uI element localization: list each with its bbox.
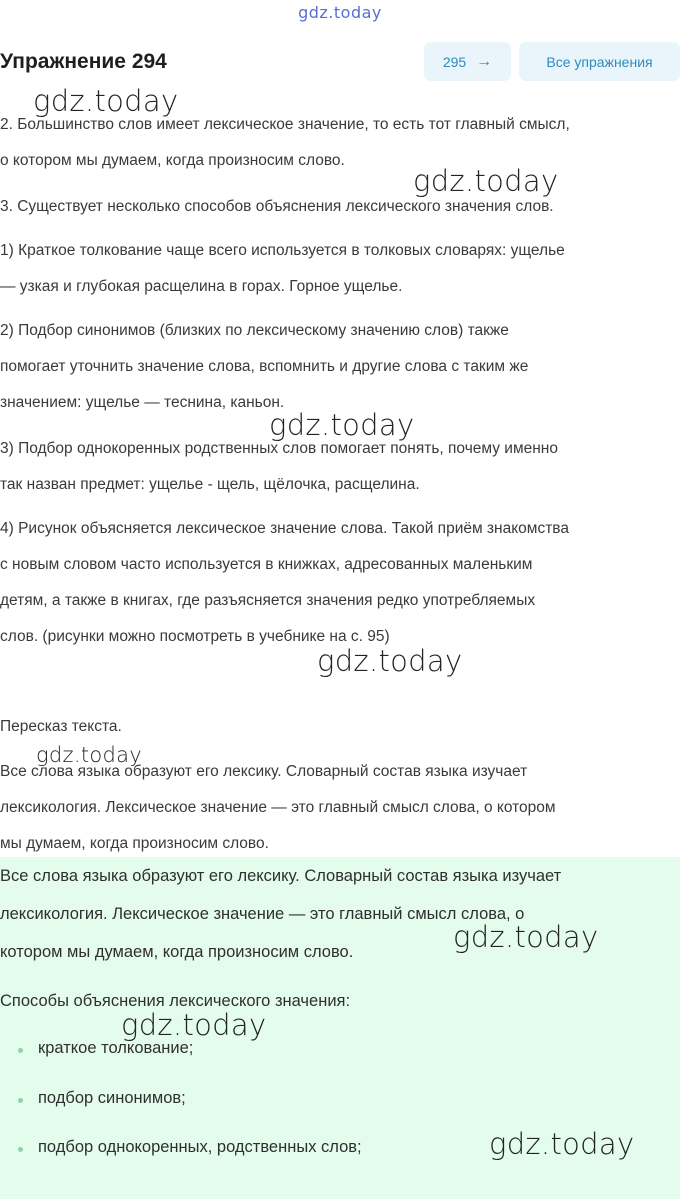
watermark: gdz.today: [489, 1127, 635, 1161]
all-exercises-label: Все упражнения: [546, 53, 653, 70]
text-line: помогает уточнить значение слова, вспомнить и другие слова с таким же: [0, 358, 529, 375]
watermark: gdz.today: [36, 743, 143, 767]
watermark: gdz.today: [33, 84, 179, 118]
bullet-dot-icon: [18, 1098, 23, 1103]
text-line: 2) Подбор синонимов (близких по лексическому значению слов) также: [0, 322, 509, 339]
watermark: gdz.today: [317, 644, 463, 678]
summary-line: Все слова языка образуют его лексику. Словарный состав языка изучает: [0, 867, 562, 885]
all-exercises-button[interactable]: [519, 42, 680, 81]
next-exercise-button[interactable]: [424, 42, 511, 81]
text-line: — узкая и глубокая расщелина в горах. Горное ущелье.: [0, 278, 403, 295]
list-item: краткое толкование;: [38, 1039, 194, 1057]
watermark: gdz.today: [453, 920, 599, 954]
bullet-dot-icon: [18, 1048, 23, 1053]
watermark: gdz.today: [121, 1008, 267, 1042]
watermark: gdz.today: [413, 164, 559, 198]
list-item: подбор однокоренных, родственных слов;: [38, 1138, 362, 1156]
text-line: лексикология. Лексическое значение — это главный смысл слова, о котором: [0, 799, 556, 816]
text-line: 3. Существует несколько способов объяснения лексического значения слов.: [0, 198, 554, 215]
arrow-right-icon: →: [476, 52, 493, 70]
text-line: детям, а также в книгах, где разъясняется значения редко употребляемых: [0, 592, 536, 609]
bullet-dot-icon: [18, 1147, 23, 1152]
text-line: 2. Большинство слов имеет лексическое значение, то есть тот главный смысл,: [0, 116, 570, 133]
text-line: 1) Краткое толкование чаще всего используется в толковых словарях: ущелье: [0, 242, 565, 259]
text-line: Все слова языка образуют его лексику. Словарный состав языка изучает: [0, 763, 528, 780]
text-line: мы думаем, когда произносим слово.: [0, 835, 269, 852]
text-line: 3) Подбор однокоренных родственных слов помогает понять, почему именно: [0, 440, 558, 457]
site-logo[interactable]: gdz.today: [298, 3, 382, 22]
next-exercise-label: 295: [442, 53, 467, 70]
text-line: о котором мы думаем, когда произносим слово.: [0, 152, 345, 169]
watermark: gdz.today: [269, 408, 415, 442]
list-item: подбор синонимов;: [38, 1089, 186, 1107]
text-line: Пересказ текста.: [0, 718, 122, 735]
text-line: 4) Рисунок объясняется лексическое значение слова. Такой приём знакомства: [0, 520, 569, 537]
summary-line: котором мы думаем, когда произносим слово.: [0, 943, 354, 961]
page-title: Упражнение 294: [0, 50, 167, 73]
text-line: значением: ущелье — теснина, каньон.: [0, 394, 285, 411]
text-line: слов. (рисунки можно посмотреть в учебнике на с. 95): [0, 628, 390, 645]
summary-line: лексикология. Лексическое значение — это главный смысл слова, о: [0, 905, 525, 923]
text-line: с новым словом часто используется в книжках, адресованных маленьким: [0, 556, 533, 573]
summary-heading: Способы объяснения лексического значения:: [0, 992, 351, 1010]
text-line: так назван предмет: ущелье - щель, щёлочка, расщелина.: [0, 476, 420, 493]
